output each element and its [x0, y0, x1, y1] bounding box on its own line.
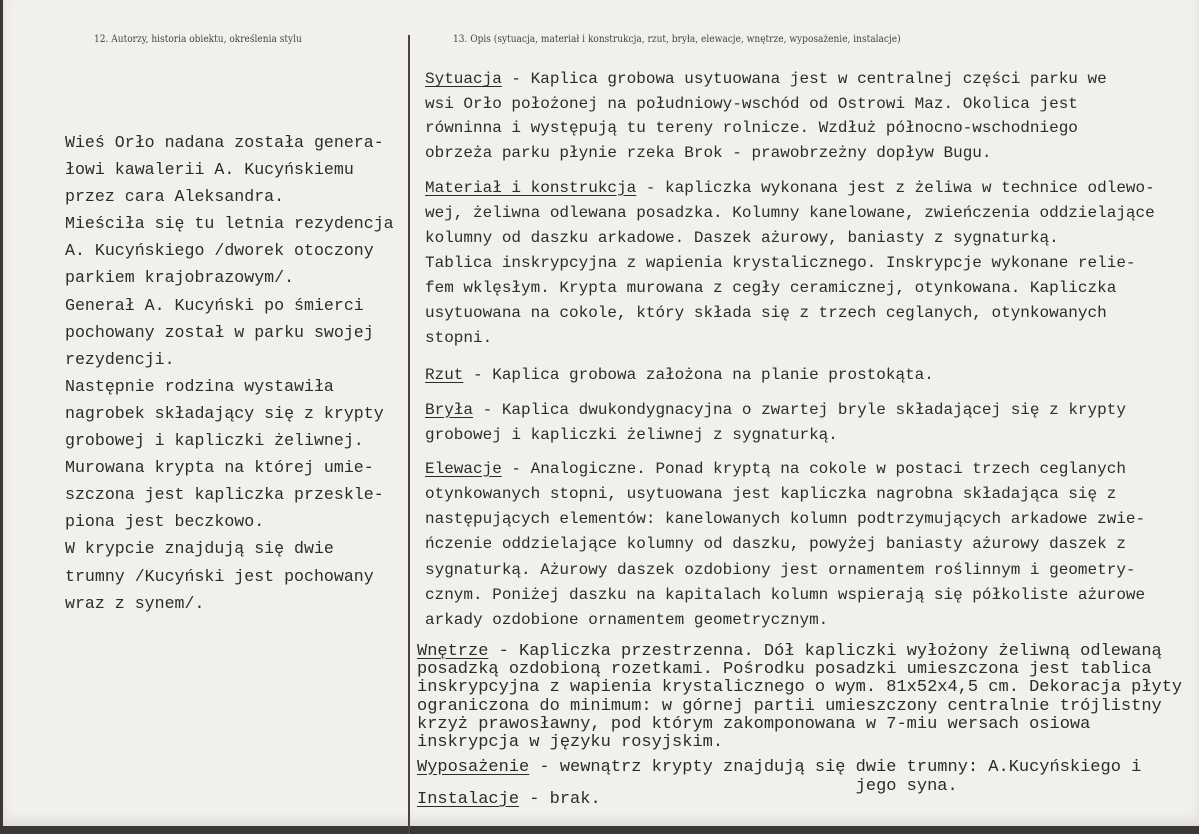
section-line	[425, 176, 1155, 201]
history-line: piona jest beczkowo.	[65, 512, 265, 532]
section-line: inskrypcja w języku rosyjskim.	[417, 733, 724, 753]
history-line: pochowany został w parku swojej	[65, 322, 374, 342]
history-line: Generał A. Kucyński po śmierci	[65, 295, 364, 315]
section-mass	[425, 398, 1126, 448]
history-line: Mieściła się tu letnia rezydencja	[65, 214, 394, 234]
history-line: Wieś Orło nadana została genera-	[65, 133, 384, 152]
section-line: ograniczona do minimum: w górnej partii umieszczony centralnie trójlistny	[417, 696, 1162, 716]
section-elevations	[425, 457, 1145, 634]
section-line	[417, 790, 601, 809]
history-line: szczona jest kapliczka przeskle-	[65, 485, 384, 505]
history-line: nagrobek składający się z krypty	[65, 403, 384, 423]
section-heading-material: Materiał i konstrukcja	[425, 178, 637, 197]
section-heading-elevations: Elewacje	[425, 459, 502, 478]
section-line	[425, 67, 1107, 92]
section-line: fem wklęsłym. Krypta murowana z cegły ceramicznej, otynkowana. Kapliczka	[425, 278, 1117, 297]
section-line: Tablica inskrypcyjna z wapienia krystalicznego. Inskrypcje wykonane relie-	[425, 253, 1136, 272]
section-line: wej, żeliwna odlewana posadzka. Kolumny kanelowane, zwieńczenia oddzielające	[425, 203, 1155, 222]
section-line: posadzką ozdobioną rozetkami. Pośrodku posadzki umieszczona jest tablica	[417, 660, 1152, 680]
history-line: przez cara Aleksandra.	[65, 187, 285, 207]
section-line: obrzeża parku płynie rzeka Brok - prawobrzeżny dopływ Bugu.	[425, 143, 992, 162]
history-line: W krypcie znajdują się dwie	[65, 539, 334, 559]
section-material	[425, 176, 1155, 351]
section-line: równinna i występują tu tereny rolnicze. Wzdłuż północno-wschodniego	[425, 119, 1078, 138]
history-line: rezydencji.	[65, 349, 175, 369]
section-line	[417, 758, 1141, 777]
history-line: A. Kucyńskiego /dworek otoczony	[65, 241, 374, 261]
section-line: stopni.	[425, 328, 493, 347]
section-heading-installations: Instalacje	[417, 790, 520, 809]
section-installations	[417, 790, 601, 809]
section-text: - wewnątrz krypty znajdują się dwie trumny: A.Kucyńskiego i	[529, 757, 1142, 777]
section-line: arkady ozdobione ornamentem geometrycznym.	[425, 611, 829, 630]
section-line: jego syna.	[417, 776, 958, 796]
section-line: sygnaturką. Ażurowy daszek ozdobiony jest ornamentem roślinnym i geometry-	[425, 560, 1136, 579]
section-line: następujących elementów: kanelowanych kolumn podtrzymujących arkadowe zwie-	[425, 510, 1146, 529]
section-line	[417, 643, 1182, 661]
section-line: ńczenie oddzielające kolumny od daszku, powyżej baniasty ażurowy daszek z	[425, 535, 1126, 554]
history-line: Następnie rodzina wystawiła	[65, 376, 334, 396]
history-line: wraz z synem/.	[65, 593, 205, 613]
history-text	[65, 129, 394, 617]
section-text: - brak.	[519, 790, 601, 809]
section-heading-situation: Sytuacja	[425, 70, 502, 88]
section-heading-interior: Wnętrze	[417, 642, 489, 661]
section-text: - Kaplica grobowa założona na planie prostokąta.	[463, 366, 934, 384]
history-line: grobowej i kapliczki żeliwnej.	[65, 431, 364, 451]
history-line: parkiem krajobrazowym/.	[65, 268, 295, 288]
section-text: - Kaplica grobowa usytuowana jest w centralnej części parku we	[501, 70, 1107, 88]
document-page	[3, 0, 1199, 826]
history-line: łowi kawalerii A. Kucyńskiemu	[65, 160, 354, 180]
section-plan	[425, 363, 934, 388]
section-line	[425, 398, 1126, 423]
section-line: usytuowana na cokole, który składa się z trzech ceglanych, otynkowanych	[425, 303, 1107, 322]
section-line: krzyż prawosławny, pod którym zakomponowana w 7-miu wersach osiowa	[417, 714, 1091, 734]
section-interior	[417, 643, 1182, 752]
column-divider	[408, 35, 410, 834]
section-line: kolumny od daszku arkadowe. Daszek ażurowy, baniasty z sygnaturką.	[425, 228, 1059, 247]
section-heading-mass: Bryła	[425, 400, 474, 419]
section-line	[425, 457, 1145, 482]
section-text: - Kaplica dwukondygnacyjna o zwartej bryle składającej się z krypty	[473, 400, 1126, 419]
section-line: inskrypcyjna z wapienia krystalicznego o wym. 81x52x4,5 cm. Dekoracja płyty	[417, 678, 1183, 698]
column-header-description: 13. Opis (sytuacja, materiał i konstrukcja, rzut, bryła, elewacje, wnętrze, wyposażenie, instalacje)	[453, 33, 901, 45]
section-line: otynkowanych stopni, usytuowana jest kapliczka nagrobna składająca się z	[425, 484, 1117, 503]
section-text: - Kapliczka przestrzenna. Dół kapliczki wyłożony żeliwną odlewaną	[488, 642, 1162, 661]
section-heading-furnishing: Wyposażenie	[417, 757, 530, 777]
section-line: wsi Orło położonej na południowy-wschód od Ostrowi Maz. Okolica jest	[425, 94, 1078, 113]
history-line: Murowana krypta na której umie-	[65, 458, 374, 478]
section-heading-plan: Rzut	[425, 366, 464, 384]
section-line: cznym. Poniżej daszku na kapitalach kolumn wspierają się półkoliste ażurowe	[425, 585, 1146, 604]
history-line: trumny /Kucyński jest pochowany	[65, 566, 374, 586]
section-situation	[425, 67, 1107, 165]
section-text: - kapliczka wykonana jest z żeliwa w technice odlewo-	[636, 178, 1155, 197]
column-header-authors: 12. Autorzy, historia obiektu, określenia stylu	[94, 33, 302, 45]
section-text: - Analogiczne. Ponad kryptą na cokole w postaci trzech ceglanych	[501, 459, 1126, 478]
section-line: grobowej i kapliczki żeliwnej z sygnaturką.	[425, 425, 838, 444]
section-line	[425, 363, 934, 388]
